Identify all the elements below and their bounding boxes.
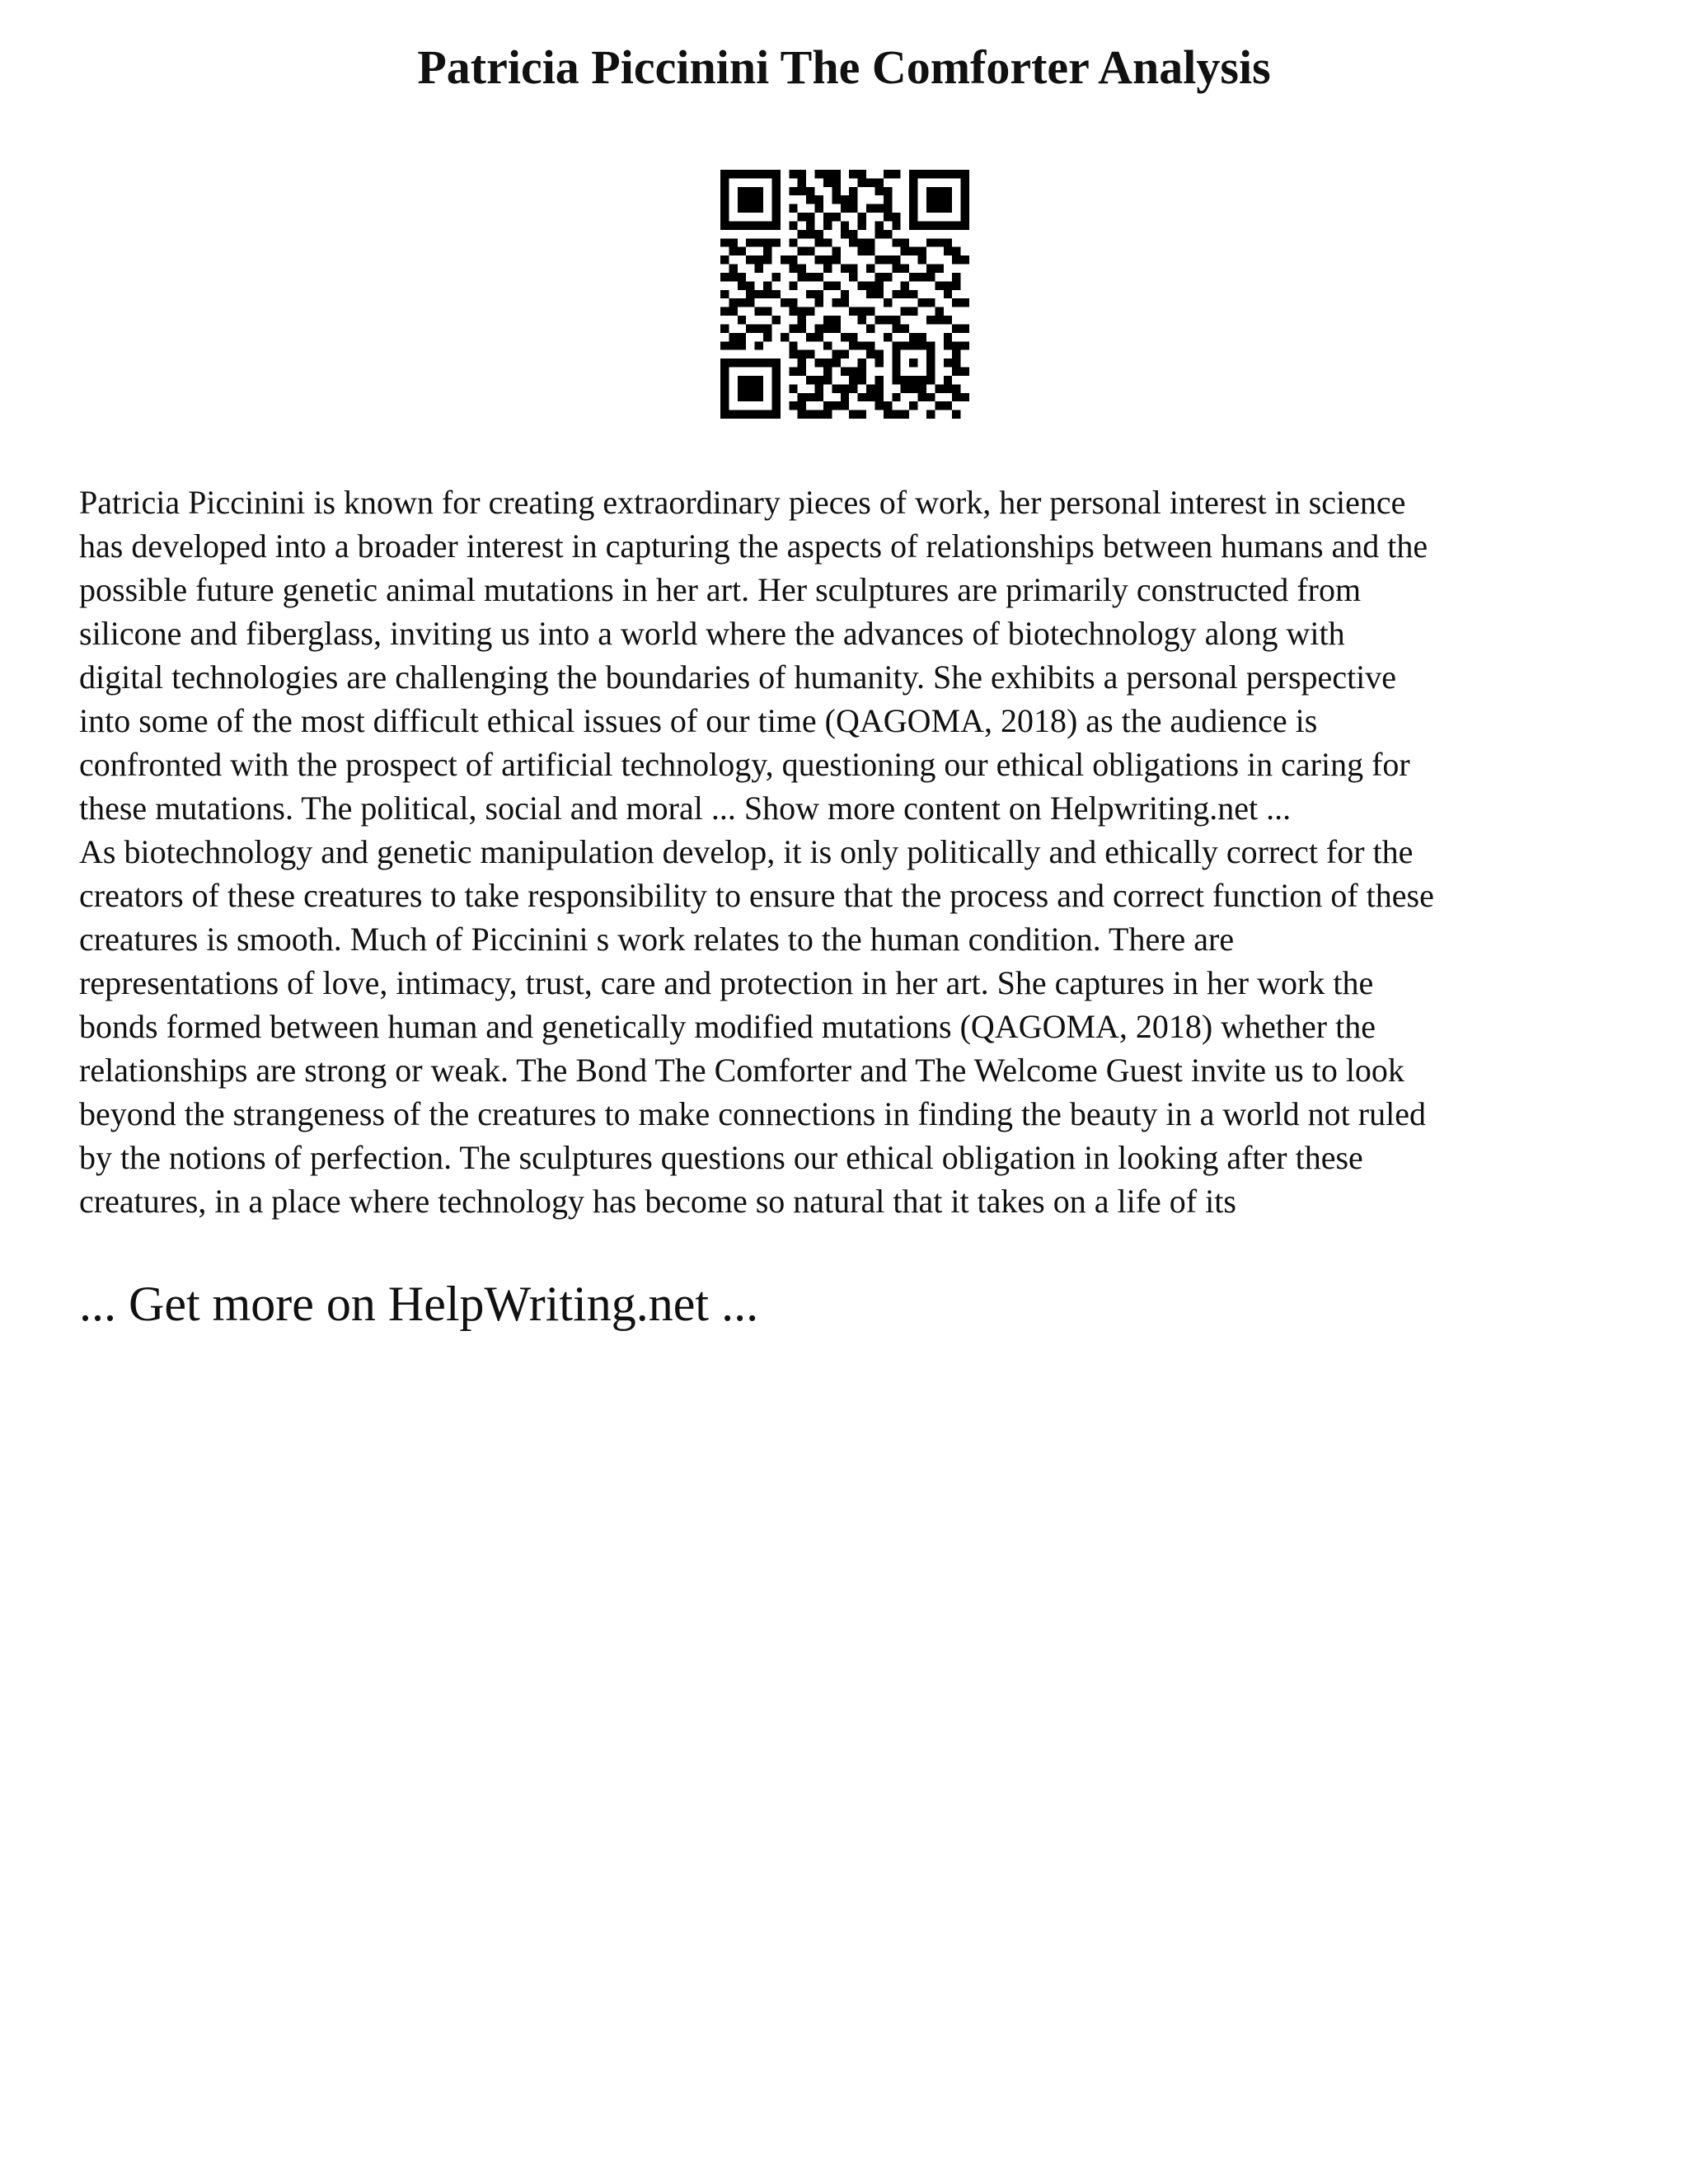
page-title: Patricia Piccinini The Comforter Analysis [417, 40, 1271, 94]
article-body: Patricia Piccinini is known for creating extraordinary pieces of work, her personal interest in science has developed into a broader interest in capturing the aspects of relationships between humans and the possible future genetic animal mutations in her art. Her sculptures are primarily constructed from silicone and fiberglass, inviting us into a world where the advances of biotechnology along with digital technologies are challenging the boundaries of humanity. She exhibits a personal perspective into some of the most difficult ethical issues of our time (QAGOMA, 2018) as the audience is confronted with the prospect of artificial technology, questioning our ethical obligations in caring for these mutations. The political, social and moral ... Show more content on Helpwriting.net ... As biotechnology and genetic manipulation develop, it is only politically and ethically correct for the creators of these creatures to take responsibility to ensure that the process and correct function of these creatures is smooth. Much of Piccinini s work relates to the human condition. There are representations of love, intimacy, trust, care and protection in her art. She captures in her work the bonds formed between human and genetically modified mutations (QAGOMA, 2018) whether the relationships are strong or weak. The Bond The Comforter and The Welcome Guest invite us to look beyond the strangeness of the creatures to make connections in finding the beauty in a world not ruled by the notions of perfection. The sculptures questions our ethical obligation in looking after these creatures, in a place where technology has become so natural that it takes on a life of its [79, 484, 1434, 1220]
get-more-link[interactable]: ... Get more on HelpWriting.net ... [79, 1277, 759, 1331]
qr-code-icon[interactable] [720, 170, 969, 419]
